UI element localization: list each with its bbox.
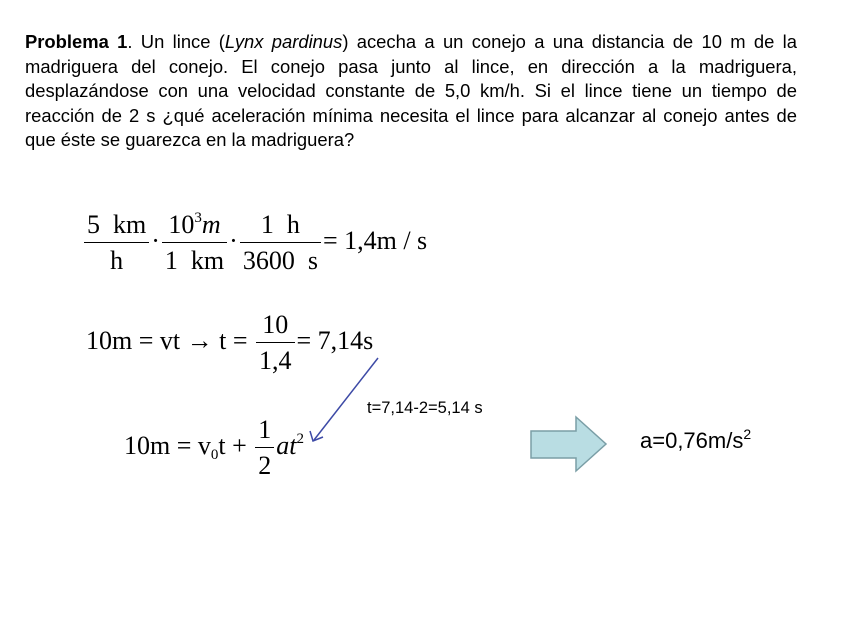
- species-name: Lynx pardinus: [224, 31, 343, 52]
- block-arrow-icon: [531, 417, 606, 471]
- lhs-a: 10m = v: [124, 430, 211, 460]
- result: = 7,14s: [296, 325, 374, 355]
- lhs-b: t +: [218, 430, 247, 460]
- denominator: h: [110, 246, 124, 275]
- denominator: 1,4: [259, 346, 292, 375]
- problem-text-1: . Un lince (: [127, 31, 225, 52]
- subscript: 0: [210, 446, 219, 463]
- base: 10: [168, 210, 195, 239]
- result: = 1,4m / s: [322, 225, 428, 255]
- denominator: 3600 s: [242, 246, 318, 275]
- numerator: 5 km: [84, 210, 149, 243]
- dot-operator: ·: [151, 225, 160, 255]
- denominator: 2: [258, 451, 272, 480]
- numerator: 10: [256, 310, 295, 343]
- numerator: 1 h: [240, 210, 321, 243]
- exponent: 2: [296, 430, 305, 447]
- rhs: at: [276, 430, 297, 460]
- answer-exponent: 2: [743, 426, 752, 442]
- denominator: 1 km: [164, 246, 225, 275]
- numerator: 1: [255, 415, 274, 448]
- lhs: 10m = vt → t =: [86, 325, 248, 355]
- problem-label: Problema 1: [25, 31, 128, 52]
- unit: m: [201, 210, 221, 239]
- pointer-arrow-icon: [310, 358, 378, 441]
- answer-text: a=0,76m/s: [640, 428, 744, 453]
- problem-text-2: ) acecha a un conejo a una distancia de 10 m de la madriguera del conejo. El conejo pasa junto al lince, en dirección a la madriguera, desplazándose con una velocidad constante de 5,0 km/h. Si el lince tiene un tiempo de reacción de 2 s ¿qué aceleración mínima necesita el lince para alcanzar al conejo antes de que éste se guarezca en la madriguera?: [25, 31, 797, 150]
- time-note: t=7,14-2=5,14 s: [367, 399, 483, 417]
- exponent: 3: [194, 210, 202, 226]
- dot-operator: ·: [229, 225, 238, 255]
